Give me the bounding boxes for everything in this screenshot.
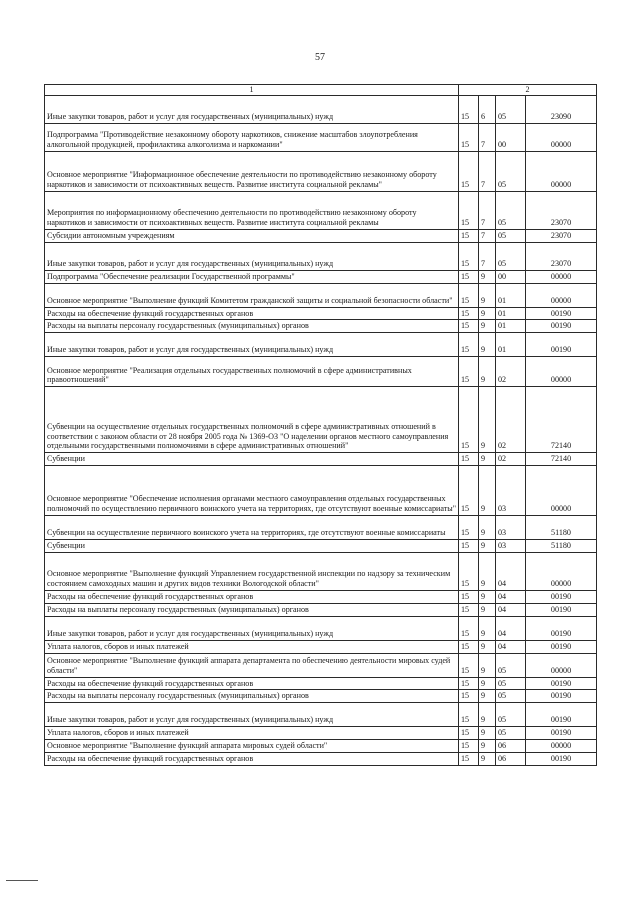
row-code-program: 15 <box>459 151 479 191</box>
row-code-subprogram: 9 <box>479 466 496 516</box>
table-row <box>45 320 597 333</box>
row-code-subprogram: 7 <box>479 151 496 191</box>
row-description: Субсидии автономным учреждениям <box>45 229 459 242</box>
row-code-program: 15 <box>459 653 479 677</box>
row-code-subprogram: 9 <box>479 653 496 677</box>
table-row <box>45 540 597 553</box>
row-code-activity: 06 <box>496 740 526 753</box>
row-code-activity: 02 <box>496 357 526 387</box>
row-description: Субвенции на осуществление отдельных государственных полномочий в сфере административных отношений в соответствии с законом области от 28 ноября 2005 года № 1369-ОЗ "О наделении органов местного самоуправления отдельными государственными полномочиями в сфере административных отношений" <box>45 387 459 453</box>
table-row <box>45 387 597 453</box>
row-code-subprogram: 9 <box>479 740 496 753</box>
table-header-row <box>45 85 597 96</box>
row-description: Уплата налогов, сборов и иных платежей <box>45 640 459 653</box>
table-row <box>45 591 597 604</box>
row-code-subprogram: 9 <box>479 753 496 766</box>
row-code-direction: 00190 <box>526 703 597 727</box>
row-code-direction: 00000 <box>526 740 597 753</box>
row-code-subprogram: 9 <box>479 690 496 703</box>
row-description: Субвенции на осуществление первичного воинского учета на территориях, где отсутствуют военные комиссариаты <box>45 516 459 540</box>
row-code-subprogram: 6 <box>479 95 496 123</box>
row-code-subprogram: 9 <box>479 453 496 466</box>
row-code-activity: 01 <box>496 307 526 320</box>
row-code-program: 15 <box>459 703 479 727</box>
table-row <box>45 703 597 727</box>
row-code-activity: 04 <box>496 553 526 591</box>
table-row <box>45 466 597 516</box>
row-code-subprogram: 9 <box>479 540 496 553</box>
row-code-program: 15 <box>459 677 479 690</box>
row-description: Иные закупки товаров, работ и услуг для государственных (муниципальных) нужд <box>45 95 459 123</box>
row-code-program: 15 <box>459 690 479 703</box>
row-description: Основное мероприятие "Обеспечение исполнения органами местного самоуправления отдельных государственных полномочий по осуществлению первичного воинского учета на территориях, где отсутствуют военные комиссариаты" <box>45 466 459 516</box>
row-description: Иные закупки товаров, работ и услуг для государственных (муниципальных) нужд <box>45 616 459 640</box>
table-row <box>45 653 597 677</box>
row-code-direction: 00190 <box>526 753 597 766</box>
row-code-activity: 05 <box>496 703 526 727</box>
row-description: Подпрограмма "Обеспечение реализации Государственной программы" <box>45 270 459 283</box>
table-row <box>45 727 597 740</box>
row-code-subprogram: 9 <box>479 616 496 640</box>
row-code-direction: 00190 <box>526 320 597 333</box>
row-code-direction: 00000 <box>526 357 597 387</box>
row-code-subprogram: 9 <box>479 270 496 283</box>
row-code-activity: 05 <box>496 151 526 191</box>
row-description: Подпрограмма "Противодействие незаконному обороту наркотиков, снижение масштабов злоупотребления алкогольной продукцией, профилактика алкоголизма и наркомании" <box>45 123 459 151</box>
table-row <box>45 740 597 753</box>
row-description: Иные закупки товаров, работ и услуг для государственных (муниципальных) нужд <box>45 333 459 357</box>
row-code-direction: 00190 <box>526 690 597 703</box>
row-code-subprogram: 9 <box>479 727 496 740</box>
row-code-activity: 02 <box>496 387 526 453</box>
row-code-subprogram: 9 <box>479 591 496 604</box>
row-description: Субвенции <box>45 453 459 466</box>
row-description: Основное мероприятие "Информационное обеспечение деятельности по противодействию незаконному обороту наркотиков и зависимости от психоактивных веществ. Развитие института социальной рекламы" <box>45 151 459 191</box>
table-row <box>45 283 597 307</box>
row-code-subprogram: 9 <box>479 283 496 307</box>
row-code-activity: 05 <box>496 690 526 703</box>
row-code-activity: 04 <box>496 591 526 604</box>
row-code-activity: 00 <box>496 123 526 151</box>
row-code-program: 15 <box>459 727 479 740</box>
row-description: Расходы на выплаты персоналу государственных (муниципальных) органов <box>45 690 459 703</box>
row-code-activity: 04 <box>496 640 526 653</box>
row-code-program: 15 <box>459 123 479 151</box>
table-row <box>45 516 597 540</box>
page-number: 57 <box>315 52 325 63</box>
header-col-2: 2 <box>459 85 597 96</box>
row-code-program: 15 <box>459 753 479 766</box>
row-description: Расходы на обеспечение функций государственных органов <box>45 307 459 320</box>
row-code-program: 15 <box>459 453 479 466</box>
row-code-subprogram: 9 <box>479 320 496 333</box>
row-code-activity: 01 <box>496 283 526 307</box>
row-description: Расходы на обеспечение функций государственных органов <box>45 677 459 690</box>
row-code-activity: 05 <box>496 191 526 229</box>
row-code-direction: 00190 <box>526 333 597 357</box>
row-code-direction: 00190 <box>526 307 597 320</box>
row-description: Основное мероприятие "Выполнение функций аппарата мировых судей области" <box>45 740 459 753</box>
row-code-program: 15 <box>459 640 479 653</box>
table-row <box>45 229 597 242</box>
header-col-1: 1 <box>45 85 459 96</box>
table-row <box>45 357 597 387</box>
table-row <box>45 123 597 151</box>
row-code-direction: 00190 <box>526 616 597 640</box>
row-code-activity: 01 <box>496 333 526 357</box>
row-code-program: 15 <box>459 603 479 616</box>
row-code-direction: 00000 <box>526 553 597 591</box>
footer-divider <box>6 880 38 881</box>
row-code-subprogram: 9 <box>479 333 496 357</box>
row-code-program: 15 <box>459 616 479 640</box>
row-code-activity: 05 <box>496 95 526 123</box>
table-row <box>45 677 597 690</box>
row-code-activity: 03 <box>496 516 526 540</box>
row-code-direction: 00000 <box>526 466 597 516</box>
row-code-subprogram: 9 <box>479 307 496 320</box>
table-row <box>45 307 597 320</box>
table-row <box>45 640 597 653</box>
row-code-program: 15 <box>459 270 479 283</box>
row-code-activity: 03 <box>496 540 526 553</box>
row-code-activity: 05 <box>496 677 526 690</box>
row-code-direction: 00190 <box>526 603 597 616</box>
row-code-direction: 00190 <box>526 677 597 690</box>
row-description: Основное мероприятие "Выполнение функций Комитетом гражданской защиты и социальной безопасности области" <box>45 283 459 307</box>
row-code-subprogram: 7 <box>479 242 496 270</box>
row-description: Основное мероприятие "Выполнение функций аппарата департамента по обеспечению деятельности мировых судей области" <box>45 653 459 677</box>
row-code-subprogram: 9 <box>479 553 496 591</box>
row-code-subprogram: 9 <box>479 603 496 616</box>
row-code-activity: 06 <box>496 753 526 766</box>
table-row <box>45 453 597 466</box>
row-description: Иные закупки товаров, работ и услуг для государственных (муниципальных) нужд <box>45 703 459 727</box>
row-code-program: 15 <box>459 95 479 123</box>
row-code-program: 15 <box>459 229 479 242</box>
table-row <box>45 95 597 123</box>
row-description: Мероприятия по информационному обеспечению деятельности по противодействию незаконному обороту наркотиков и зависимости от психоактивных веществ. Развитие института социальной рекламы <box>45 191 459 229</box>
row-description: Расходы на обеспечение функций государственных органов <box>45 753 459 766</box>
row-code-direction: 00000 <box>526 123 597 151</box>
row-code-subprogram: 7 <box>479 123 496 151</box>
row-code-direction: 00000 <box>526 283 597 307</box>
row-code-activity: 04 <box>496 603 526 616</box>
table-row <box>45 616 597 640</box>
row-code-direction: 51180 <box>526 540 597 553</box>
row-code-activity: 05 <box>496 653 526 677</box>
row-code-direction: 23090 <box>526 95 597 123</box>
table-row <box>45 553 597 591</box>
row-code-program: 15 <box>459 191 479 229</box>
row-code-activity: 05 <box>496 242 526 270</box>
row-code-program: 15 <box>459 283 479 307</box>
row-description: Расходы на обеспечение функций государственных органов <box>45 591 459 604</box>
row-code-direction: 72140 <box>526 453 597 466</box>
row-code-program: 15 <box>459 466 479 516</box>
row-code-program: 15 <box>459 320 479 333</box>
row-code-program: 15 <box>459 307 479 320</box>
row-description: Основное мероприятие "Выполнение функций Управлением государственной инспекции по надзору за техническим состоянием самоходных машин и других видов техники Вологодской области" <box>45 553 459 591</box>
budget-table <box>44 84 597 766</box>
row-code-direction: 72140 <box>526 387 597 453</box>
table-row <box>45 270 597 283</box>
row-code-activity: 03 <box>496 466 526 516</box>
row-code-subprogram: 9 <box>479 387 496 453</box>
row-code-subprogram: 9 <box>479 357 496 387</box>
row-code-direction: 00190 <box>526 591 597 604</box>
row-code-subprogram: 9 <box>479 677 496 690</box>
row-code-program: 15 <box>459 242 479 270</box>
row-code-activity: 04 <box>496 616 526 640</box>
table-row <box>45 242 597 270</box>
row-code-program: 15 <box>459 387 479 453</box>
row-code-activity: 00 <box>496 270 526 283</box>
row-description: Основное мероприятие "Реализация отдельных государственных полномочий в сфере административных правоотношений" <box>45 357 459 387</box>
row-code-direction: 00000 <box>526 151 597 191</box>
row-code-program: 15 <box>459 516 479 540</box>
row-code-subprogram: 7 <box>479 191 496 229</box>
row-code-program: 15 <box>459 553 479 591</box>
row-code-program: 15 <box>459 357 479 387</box>
row-code-direction: 00190 <box>526 727 597 740</box>
table-row <box>45 333 597 357</box>
table-row <box>45 151 597 191</box>
row-code-program: 15 <box>459 540 479 553</box>
row-code-program: 15 <box>459 333 479 357</box>
row-description: Субвенции <box>45 540 459 553</box>
row-code-direction: 00190 <box>526 640 597 653</box>
row-description: Расходы на выплаты персоналу государственных (муниципальных) органов <box>45 603 459 616</box>
table-row <box>45 603 597 616</box>
row-code-activity: 05 <box>496 229 526 242</box>
row-code-direction: 00000 <box>526 653 597 677</box>
row-code-activity: 05 <box>496 727 526 740</box>
row-code-subprogram: 7 <box>479 229 496 242</box>
row-code-direction: 51180 <box>526 516 597 540</box>
row-description: Уплата налогов, сборов и иных платежей <box>45 727 459 740</box>
row-description: Расходы на выплаты персоналу государственных (муниципальных) органов <box>45 320 459 333</box>
row-code-program: 15 <box>459 740 479 753</box>
table-row <box>45 690 597 703</box>
table-row <box>45 191 597 229</box>
row-code-activity: 02 <box>496 453 526 466</box>
table-row <box>45 753 597 766</box>
row-code-direction: 00000 <box>526 270 597 283</box>
row-code-subprogram: 9 <box>479 516 496 540</box>
row-description: Иные закупки товаров, работ и услуг для государственных (муниципальных) нужд <box>45 242 459 270</box>
row-code-subprogram: 9 <box>479 640 496 653</box>
row-code-subprogram: 9 <box>479 703 496 727</box>
row-code-direction: 23070 <box>526 229 597 242</box>
row-code-direction: 23070 <box>526 191 597 229</box>
row-code-activity: 01 <box>496 320 526 333</box>
row-code-program: 15 <box>459 591 479 604</box>
row-code-direction: 23070 <box>526 242 597 270</box>
